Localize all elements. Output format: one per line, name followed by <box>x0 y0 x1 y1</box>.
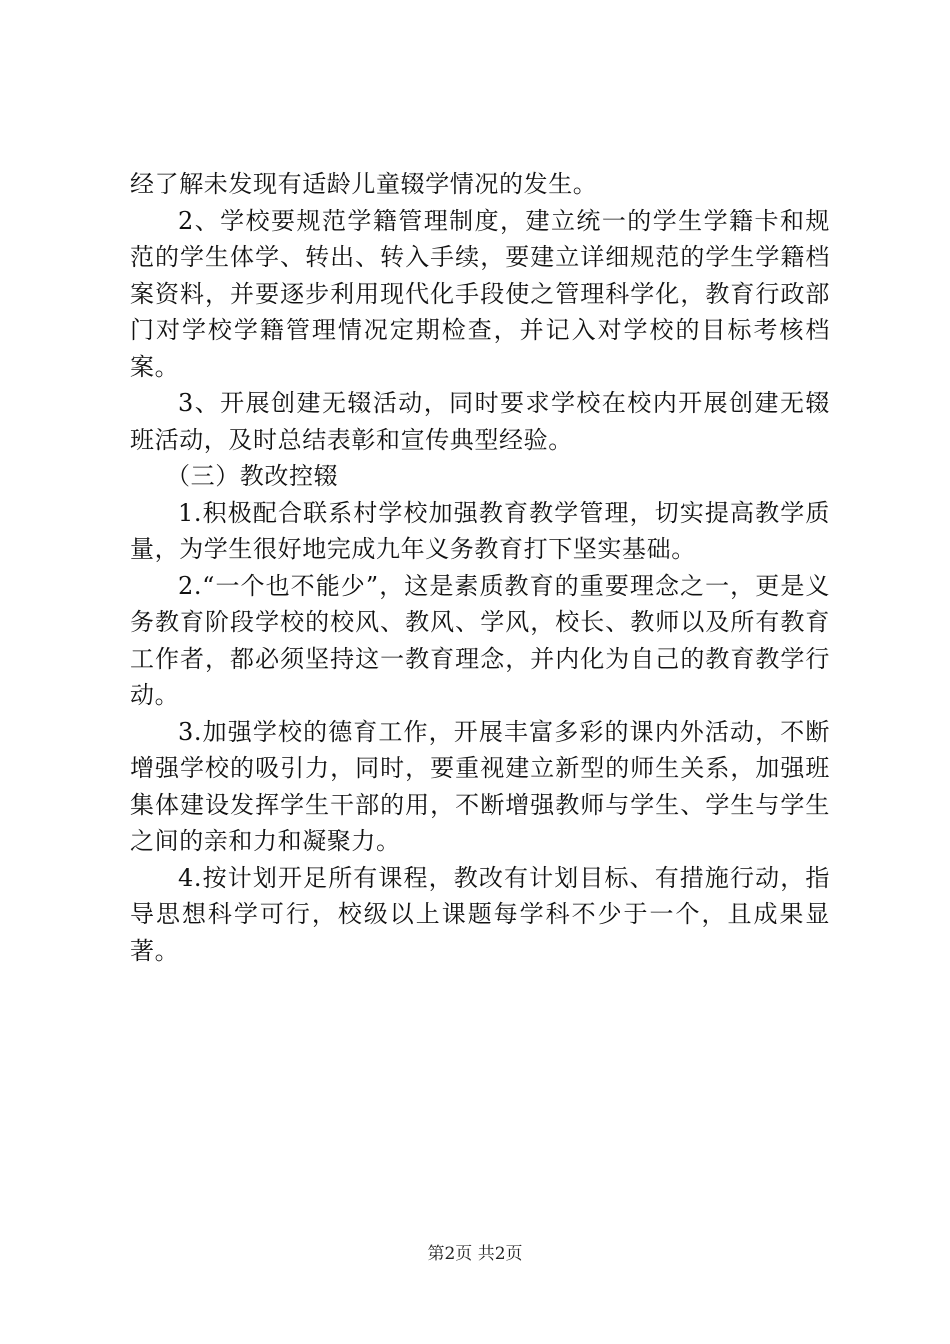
document-body <box>130 166 830 969</box>
paragraph-reform-1: 1.积极配合联系村学校加强教育教学管理，切实提高教学质量，为学生很好地完成九年义务教育打下坚实基础。 <box>130 498 830 563</box>
paragraph-item-2-registration: 2、学校要规范学籍管理制度，建立统一的学生学籍卡和规范的学生体学、转出、转入手续，要建立详细规范的学生学籍档案资料，并要逐步利用现代化手段使之管理科学化，教育行政部门对学校学籍管理情况定期检查，并记入对学校的目标考核档案。 <box>130 206 830 381</box>
section-heading: （三）教改控辍 <box>166 462 339 490</box>
paragraph-reform-2: 2.“一个也不能少”，这是素质教育的重要理念之一，更是义务教育阶段学校的校风、教风、学风，校长、教师以及所有教育工作者，都必须坚持这一教育理念，并内化为自己的教育教学行动。 <box>130 571 830 709</box>
paragraph-item-3-activity: 3、开展创建无辍活动，同时要求学校在校内开展创建无辍班活动，及时总结表彰和宣传典型经验。 <box>130 389 830 454</box>
paragraph-reform-3: 3.加强学校的德育工作，开展丰富多彩的课内外活动，不断增强学校的吸引力，同时，要重视建立新型的师生关系，加强班集体建设发挥学生干部的用，不断增强教师与学生、学生与学生之间的亲和力和凝聚力。 <box>130 717 830 855</box>
paragraph-continuation: 经了解未发现有适龄儿童辍学情况的发生。 <box>130 170 598 198</box>
page-number-footer: 第2页 共2页 <box>427 1244 523 1264</box>
paragraph-reform-4: 4.按计划开足所有课程，教改有计划目标、有措施行动，指导思想科学可行，校级以上课题每学科不少于一个，且成果显著。 <box>130 863 830 965</box>
